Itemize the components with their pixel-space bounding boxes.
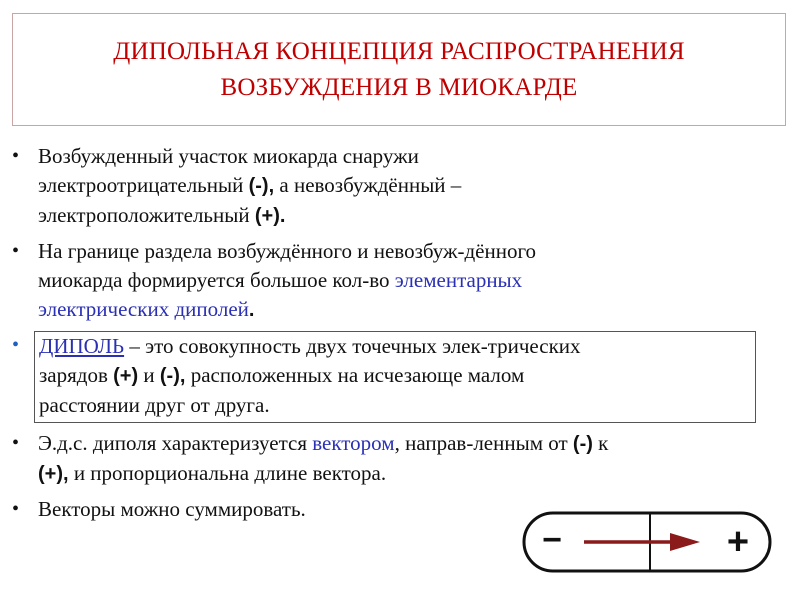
text: к [592, 431, 609, 455]
bullet-2-line-3 [38, 295, 792, 325]
period: . [248, 299, 255, 321]
bullet-1-line-1: Возбужденный участок миокарда снаружи [38, 144, 419, 168]
text: миокарда формируется большое кол-во [38, 268, 395, 292]
bullet-2-line-1: На границе раздела возбуждённого и невозбуж-дённого [38, 239, 537, 263]
dipole-diagram [522, 511, 772, 573]
bullet-3-line-3: расстоянии друг от друга. [39, 393, 270, 417]
text: зарядов [39, 363, 114, 387]
bullet-item-4 [12, 429, 792, 489]
title-box [12, 13, 786, 126]
bullet-5-line-1: Векторы можно суммировать. [38, 497, 306, 521]
negative-sign: (-), [248, 175, 275, 197]
bullet-list [12, 142, 792, 530]
text: электроположительный [38, 203, 255, 227]
plus-sign: + [726, 521, 750, 563]
bullet-dot: • [12, 498, 20, 520]
highlighted-term: электрических диполей [38, 297, 249, 321]
bullet-item-1 [12, 142, 792, 231]
text: электроотрицательный [38, 173, 249, 197]
text: и пропорциональна длине вектора. [68, 461, 387, 485]
bullet-2-line-2 [38, 266, 792, 295]
positive-sign: (+) [113, 365, 139, 387]
bullet-item-3 [12, 331, 792, 423]
bullet-4-line-2 [38, 459, 792, 489]
dipole-term-link[interactable]: ДИПОЛЬ [39, 334, 125, 358]
bullet-1-line-3 [38, 201, 792, 231]
bullet-3-line-2 [39, 361, 751, 391]
minus-sign: − [542, 521, 562, 559]
text: расположенных на исчезающе малом [185, 363, 525, 387]
title-line-2: ВОЗБУЖДЕНИЯ В МИОКАРДЕ [220, 73, 578, 101]
positive-sign: (+), [38, 463, 69, 485]
positive-sign: (+). [254, 205, 286, 227]
bullet-dot: • [12, 334, 20, 356]
bullet-item-2 [12, 237, 792, 325]
bullet-3-line-1 [39, 332, 751, 361]
definition-box [34, 331, 756, 423]
bullet-1-line-2 [38, 171, 792, 201]
bullet-4-line-1 [38, 429, 792, 459]
bullet-dot: • [12, 432, 20, 454]
title-line-1: ДИПОЛЬНАЯ КОНЦЕПЦИЯ РАСПРОСТРАНЕНИЯ [113, 37, 685, 65]
bullet-dot: • [12, 145, 20, 167]
highlighted-term: вектором [312, 431, 395, 455]
text: Э.д.с. диполя характеризуется [38, 431, 313, 455]
negative-sign: (-), [159, 365, 186, 387]
bullet-dot: • [12, 240, 20, 262]
text: , направ-ленным от [394, 431, 573, 455]
highlighted-term: элементарных [394, 268, 523, 292]
text: и [138, 363, 160, 387]
negative-sign: (-) [572, 433, 593, 455]
text: – это совокупность двух точечных элек-трических [124, 334, 581, 358]
text: а невозбуждённый – [274, 173, 462, 197]
